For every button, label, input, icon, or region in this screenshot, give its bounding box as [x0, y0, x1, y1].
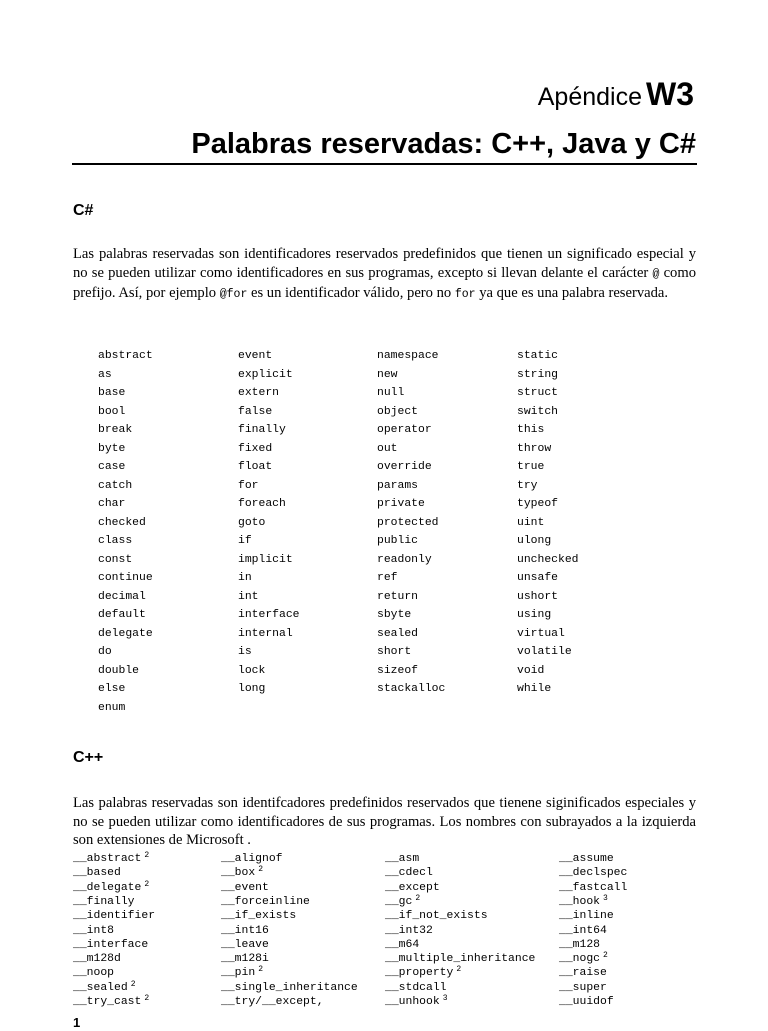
cpp-keyword-text: __inline: [559, 910, 614, 923]
cpp-keyword: [559, 995, 614, 1009]
cpp-keyword: [73, 924, 114, 938]
csharp-keyword: namespace: [377, 350, 439, 362]
cpp-keyword-text: __alignof: [221, 853, 283, 865]
cpp-keyword-text: __super: [559, 981, 607, 994]
cpp-keyword-text: __int8: [73, 924, 115, 937]
footnote-marker: 2: [456, 965, 462, 975]
cpp-paragraph: Las palabras reservadas son identifcadores predefinidos reservados que tienene siginificados especiales y no se pueden utilizar como identificadores de sus programas. Los nombres con subrayados a la izquierda son extensiones de Microsoft .: [73, 795, 696, 848]
page-number: 1: [73, 1015, 81, 1030]
cpp-keyword-text: __int16: [221, 924, 269, 937]
csharp-keyword: byte: [98, 442, 126, 455]
cpp-keyword-text: __based: [73, 867, 121, 880]
csharp-keyword: out: [377, 442, 398, 455]
csharp-keyword: static: [517, 350, 559, 362]
csharp-at-code: @: [652, 267, 660, 281]
cpp-keyword: [559, 938, 600, 952]
csharp-keyword: false: [238, 405, 273, 418]
cpp-keyword-text: __int64: [559, 924, 607, 937]
csharp-keyword: while: [517, 683, 552, 695]
csharp-keyword: try: [517, 479, 538, 492]
cpp-keyword-text: __m128: [559, 938, 601, 951]
csharp-keyword: sizeof: [377, 664, 419, 677]
csharp-keyword: base: [98, 387, 126, 399]
csharp-keyword: readonly: [377, 553, 432, 566]
cpp-keyword: [559, 895, 608, 910]
footnote-marker: 3: [442, 994, 448, 1003]
csharp-keyword: const: [98, 553, 133, 566]
cpp-keyword-text: __int32: [385, 924, 433, 937]
cpp-keyword: [73, 852, 149, 867]
csharp-keyword: ulong: [517, 535, 552, 547]
footnote-marker: 2: [130, 979, 136, 989]
footnote-marker: 2: [415, 893, 421, 903]
cpp-keyword: [221, 966, 263, 981]
csharp-keyword: is: [238, 646, 252, 658]
csharp-paragraph-text-4: ya que es una palabra reservada.: [475, 285, 669, 301]
cpp-keyword: [73, 881, 149, 896]
cpp-keyword: [221, 938, 269, 952]
footnote-marker: 3: [603, 893, 608, 903]
csharp-keyword: bool: [98, 405, 126, 418]
csharp-keyword: stackalloc: [377, 683, 446, 695]
csharp-keyword: true: [517, 461, 545, 473]
cpp-keyword-text: __uuidof: [559, 996, 614, 1008]
cpp-keyword: [559, 881, 627, 895]
cpp-keyword: [385, 881, 440, 895]
cpp-keyword-text: __fastcall: [559, 881, 628, 894]
cpp-keyword-text: __m64: [385, 938, 420, 951]
csharp-keyword: in: [238, 572, 252, 584]
csharp-keyword: as: [98, 368, 112, 381]
footnote-marker: 2: [144, 879, 150, 889]
appendix-label: Apéndice: [537, 83, 642, 111]
csharp-keyword: typeof: [517, 498, 559, 510]
csharp-keyword: public: [377, 535, 419, 547]
csharp-keyword: throw: [517, 442, 552, 455]
csharp-keyword: decimal: [98, 590, 146, 603]
cpp-keyword: [221, 924, 269, 938]
csharp-keyword: private: [377, 498, 425, 510]
csharp-keyword: long: [238, 683, 266, 695]
cpp-keyword: [559, 852, 614, 866]
cpp-keyword: [385, 966, 461, 981]
cpp-keyword-text: __asm: [385, 853, 420, 865]
csharp-paragraph-text-2: como prefijo. Así, por ejemplo: [73, 264, 697, 301]
csharp-keyword: ref: [377, 572, 398, 584]
csharp-keyword: do: [98, 646, 112, 658]
cpp-keyword: [385, 852, 419, 866]
cpp-keyword: [73, 966, 114, 980]
csharp-keyword: implicit: [238, 553, 293, 566]
cpp-keyword: [385, 952, 535, 966]
csharp-keyword: switch: [517, 405, 559, 418]
cpp-keyword: [221, 881, 269, 895]
csharp-keyword: override: [377, 461, 432, 473]
appendix-heading: [538, 74, 694, 117]
cpp-keyword: [385, 981, 447, 995]
cpp-keyword-text: __multiple_inheritance: [385, 953, 536, 966]
csharp-keyword: explicit: [238, 368, 293, 381]
cpp-keyword: [559, 866, 627, 880]
cpp-keyword-text: __pin: [221, 967, 256, 980]
footnote-marker: 2: [144, 851, 150, 860]
csharp-keyword: struct: [517, 387, 559, 399]
csharp-paragraph-text-1: Las palabras reservadas son identificadores reservados predefinidos que tienen un significado especial y no se pueden utilizar como identificadores en sus programas, excepto si llevan delante el carácter: [73, 246, 696, 281]
title-rule: [72, 163, 697, 165]
csharp-keyword: new: [377, 368, 398, 381]
csharp-keyword: virtual: [517, 627, 565, 640]
csharp-keyword: foreach: [238, 498, 286, 510]
cpp-keyword-text: __if_not_exists: [385, 910, 488, 923]
cpp-keyword-text: __try/__except,: [221, 996, 324, 1008]
cpp-keyword-text: __noop: [73, 967, 115, 980]
cpp-keyword: [221, 895, 310, 909]
cpp-keyword-text: __abstract: [73, 853, 142, 865]
footnote-marker: 2: [258, 865, 263, 875]
csharp-keyword: checked: [98, 516, 146, 529]
cpp-keyword: [559, 952, 608, 967]
cpp-keyword-text: __finally: [73, 895, 135, 908]
cpp-keyword-text: __raise: [559, 967, 607, 980]
cpp-keyword-text: __declspec: [559, 867, 628, 880]
cpp-keyword: [385, 866, 433, 880]
csharp-keyword: enum: [98, 701, 126, 714]
cpp-keyword: [73, 952, 121, 966]
csharp-keyword: abstract: [98, 350, 153, 362]
cpp-keyword-text: __m128d: [73, 953, 121, 966]
csharp-keyword: lock: [238, 664, 266, 677]
cpp-keyword-text: __delegate: [73, 881, 142, 894]
cpp-keyword-text: __try_cast: [73, 996, 142, 1008]
cpp-keyword-text: __property: [385, 967, 454, 980]
footnote-marker: 2: [258, 965, 263, 975]
cpp-keyword: [221, 952, 269, 966]
csharp-keyword: catch: [98, 479, 133, 492]
cpp-keyword: [73, 866, 121, 880]
cpp-keyword-text: __except: [385, 881, 440, 894]
appendix-number: W3: [646, 76, 694, 112]
cpp-keyword: [221, 852, 283, 866]
cpp-keyword: [221, 995, 324, 1009]
page-title: Palabras reservadas: C++, Java y C#: [191, 128, 696, 160]
cpp-keyword-text: __unhook: [385, 996, 440, 1008]
cpp-keyword-text: __nogc: [559, 953, 601, 966]
csharp-keyword: null: [377, 387, 405, 399]
cpp-keyword: [559, 924, 607, 938]
cpp-keyword-text: __interface: [73, 938, 149, 951]
section-heading-cpp: C++: [73, 749, 104, 766]
csharp-keyword: delegate: [98, 627, 153, 640]
cpp-keyword-text: __single_inheritance: [221, 981, 358, 994]
cpp-keyword: [385, 895, 420, 910]
csharp-keyword: protected: [377, 516, 439, 529]
csharp-keyword: this: [517, 424, 545, 436]
csharp-keyword: event: [238, 350, 273, 362]
footnote-marker: 2: [144, 994, 150, 1003]
csharp-for-code: for: [454, 288, 476, 301]
cpp-keyword-text: __forceinline: [221, 895, 310, 908]
cpp-keyword-text: __if_exists: [221, 910, 297, 923]
csharp-keyword: sealed: [377, 627, 419, 640]
cpp-keyword: [385, 924, 433, 938]
cpp-keyword-text: __stdcall: [385, 981, 447, 994]
csharp-paragraph-text-3: es un identificador válido, pero no: [247, 285, 455, 301]
csharp-keyword: break: [98, 424, 133, 436]
csharp-keyword: return: [377, 590, 419, 603]
csharp-keyword: interface: [238, 609, 300, 621]
cpp-keyword: [73, 981, 136, 996]
cpp-keyword: [73, 995, 149, 1010]
csharp-keyword: void: [517, 664, 545, 677]
csharp-keyword: unchecked: [517, 553, 579, 566]
cpp-keyword: [73, 909, 155, 923]
cpp-keyword: [385, 995, 448, 1010]
cpp-keyword-text: __assume: [559, 853, 614, 865]
cpp-keyword-text: __sealed: [73, 981, 128, 994]
csharp-keyword: class: [98, 535, 133, 547]
csharp-keyword: string: [517, 368, 559, 381]
cpp-keyword: [559, 909, 614, 923]
csharp-keyword: default: [98, 609, 146, 621]
cpp-keyword: [559, 966, 607, 980]
csharp-paragraph: [73, 245, 696, 305]
csharp-keyword: ushort: [517, 590, 559, 603]
cpp-keyword: [221, 981, 358, 995]
cpp-keyword-text: __gc: [385, 895, 413, 908]
csharp-keyword: volatile: [517, 646, 572, 658]
cpp-keyword-text: __box: [221, 867, 256, 880]
csharp-keyword: uint: [517, 516, 545, 529]
cpp-keyword-text: __identifier: [73, 910, 156, 923]
csharp-keyword: internal: [238, 627, 293, 640]
cpp-keyword-text: __leave: [221, 938, 269, 951]
csharp-keyword: object: [377, 405, 419, 418]
csharp-keyword: using: [517, 609, 552, 621]
csharp-keyword: params: [377, 479, 419, 492]
cpp-keyword-text: __cdecl: [385, 867, 433, 880]
cpp-keyword: [559, 981, 607, 995]
cpp-keyword-text: __hook: [559, 895, 601, 908]
footnote-marker: 2: [603, 951, 608, 961]
cpp-keyword: [73, 895, 135, 909]
csharp-keyword: char: [98, 498, 126, 510]
csharp-keyword: float: [238, 461, 273, 473]
csharp-keyword: for: [238, 479, 259, 492]
csharp-keyword: finally: [238, 424, 286, 436]
cpp-keyword: [73, 938, 148, 952]
cpp-keyword-text: __event: [221, 881, 269, 894]
csharp-keyword: unsafe: [517, 572, 559, 584]
csharp-keyword: short: [377, 646, 412, 658]
csharp-atfor-code: @for: [219, 288, 248, 301]
section-heading-csharp: C#: [73, 202, 94, 219]
csharp-keyword: extern: [238, 387, 280, 399]
csharp-keyword: case: [98, 461, 126, 473]
csharp-keyword: goto: [238, 516, 266, 529]
cpp-keyword: [221, 866, 263, 881]
csharp-keyword: operator: [377, 424, 432, 436]
csharp-keyword: else: [98, 683, 126, 695]
cpp-keyword: [221, 909, 296, 923]
csharp-keyword: fixed: [238, 442, 273, 455]
csharp-keyword: double: [98, 664, 140, 677]
cpp-keyword: [385, 909, 488, 923]
csharp-keyword: sbyte: [377, 609, 412, 621]
csharp-keyword: continue: [98, 572, 153, 584]
cpp-keyword: [385, 938, 419, 952]
cpp-keyword-text: __m128i: [221, 953, 269, 966]
csharp-keyword: int: [238, 590, 259, 603]
csharp-keyword: if: [238, 535, 252, 547]
